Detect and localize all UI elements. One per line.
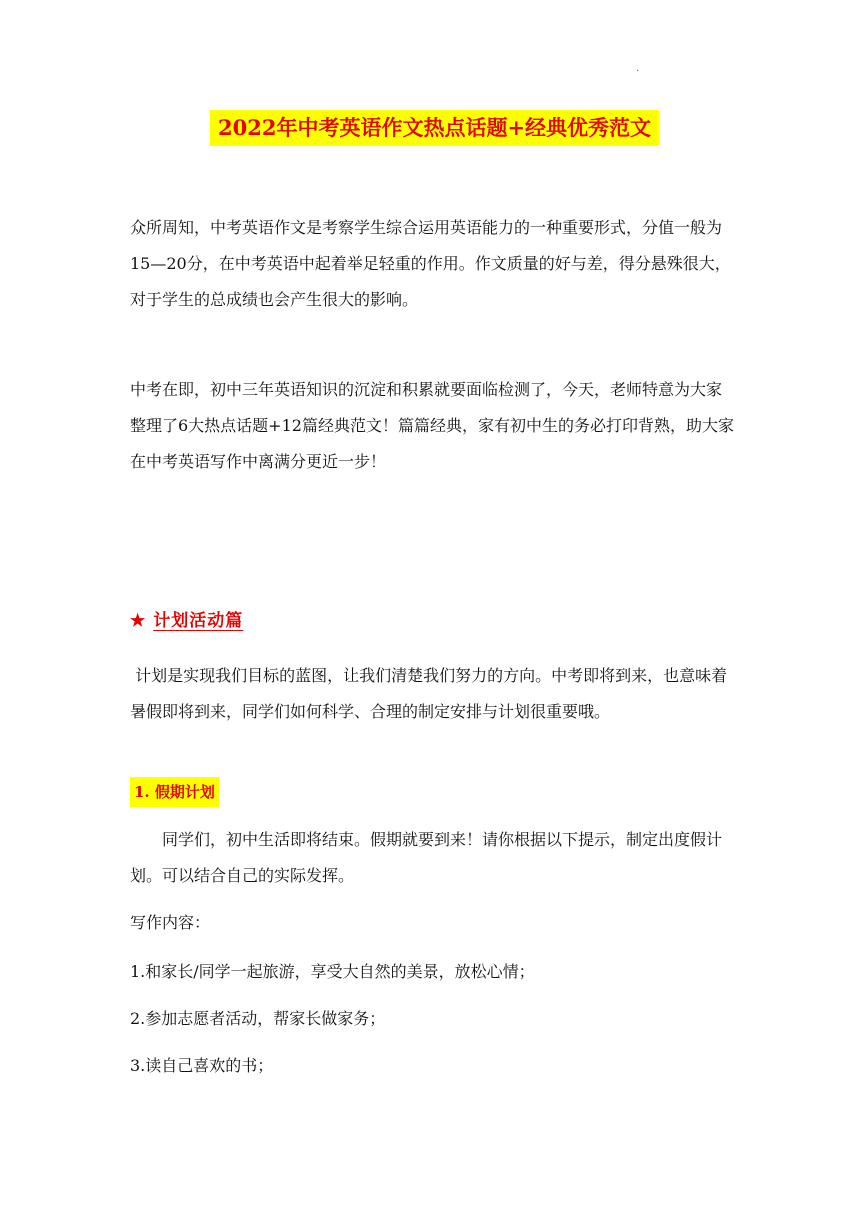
intro-paragraph-2: 中考在即，初中三年英语知识的沉淀和积累就要面临检测了，今天，老师特意为大家整理了6大热点话题+12篇经典范文！篇篇经典，家有初中生的务必打印背熟，助大家在中考英语写作中离满分更近一步！	[130, 380, 734, 471]
star-icon: ★	[130, 611, 146, 631]
intro-paragraph-1: 众所周知，中考英语作文是考察学生综合运用英语能力的一种重要形式，分值一般为15—20分，在中考英语中起着举足轻重的作用。作文质量的好与差，得分悬殊很大，对于学生的总成绩也会产生很大的影响。	[130, 218, 731, 309]
document-title: 2022年中考英语作文热点话题+经典优秀范文	[210, 110, 659, 146]
list-item: 1.和家长/同学一起旅游，享受大自然的美景，放松心情；	[130, 962, 535, 981]
topic-heading: 1. 假期计划	[130, 777, 219, 807]
list-item: 2.参加志愿者活动，帮家长做家务；	[130, 1009, 386, 1028]
section-description: 计划是实现我们目标的蓝图，让我们清楚我们努力的方向。中考即将到来，也意味着暑假即将到来，同学们如何科学、合理的制定安排与计划很重要哦。	[130, 666, 728, 721]
section-heading	[130, 606, 253, 636]
content-label: 写作内容：	[130, 913, 211, 932]
topic-prompt: 同学们，初中生活即将结束。假期就要到来！请你根据以下提示，制定出度假计划。可以结合自己的实际发挥。	[130, 830, 723, 885]
page-marker-dot: .	[636, 63, 640, 74]
section-heading-label: 计划活动篇	[153, 611, 244, 631]
list-item: 3.读自己喜欢的书；	[130, 1056, 274, 1075]
